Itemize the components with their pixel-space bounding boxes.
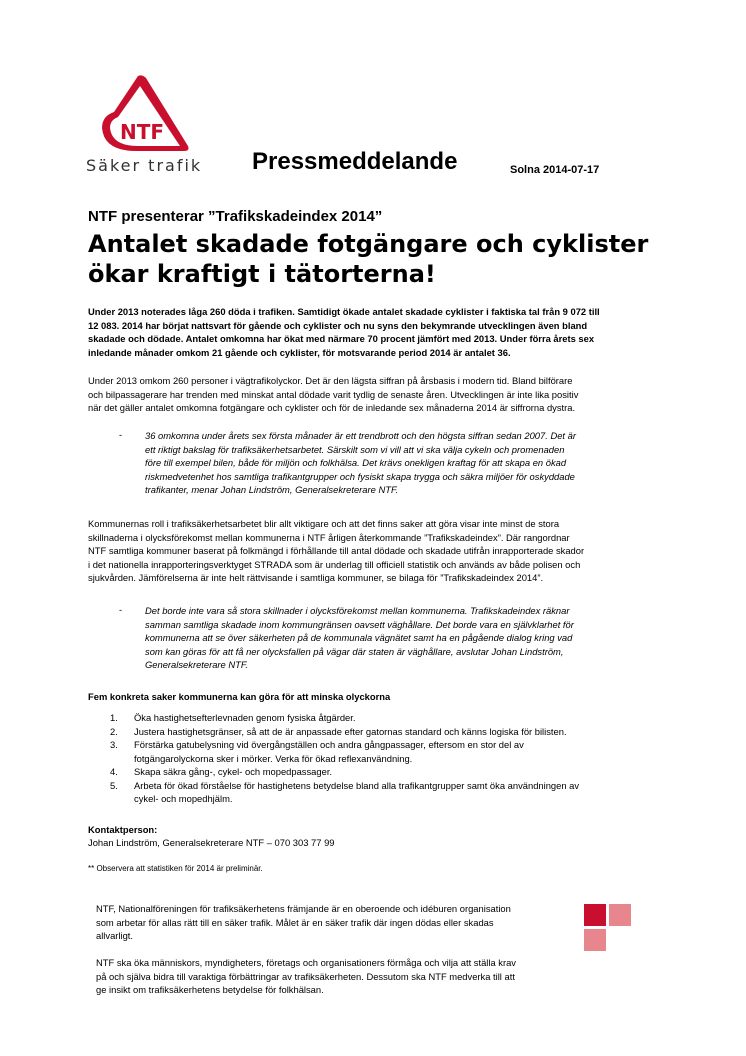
logo-mark: NTF <box>120 120 165 144</box>
text-line: 36 omkomna under årets sex första månader är ett trendbrott och den högsta siffran sedan 2007. Det är <box>145 430 576 441</box>
contact-info: Johan Lindström, Generalsekreterare NTF – 070 303 77 99 <box>88 837 335 848</box>
body-paragraph <box>88 374 644 415</box>
decor-square <box>584 904 606 926</box>
text-line: Under 2013 noterades låga 260 döda i trafiken. Samtidigt ökade antalet skadade cyklister i faktiska tal från 9 072 till <box>88 306 600 317</box>
text-line: ge insikt om trafiksäkerhetens betydelse för folkhälsan. <box>96 984 324 995</box>
text-line: Under 2013 omkom 260 personer i vägtrafikolyckor. Det är den lägsta siffran på årsbasis i modern tid. Bland bilförare <box>88 375 573 386</box>
text-line: Det borde inte vara så stora skillnader i olycksförekomst mellan kommunerna. Trafikskadeindex räknar <box>145 605 570 616</box>
quote-block <box>145 604 645 672</box>
headline-line: Antalet skadade fotgängare och cyklister <box>88 230 649 258</box>
contact-label: Kontaktperson: <box>88 824 158 835</box>
list-item <box>110 765 650 779</box>
list-item <box>110 738 650 765</box>
ntf-logo <box>84 72 204 182</box>
list-number: 1. <box>110 712 118 723</box>
list-item <box>110 779 650 806</box>
list-number: 2. <box>110 725 118 737</box>
text-line: fotgängarolyckorna sker i mörker. Verka för ökad reflexanvändning. <box>134 752 413 764</box>
kicker: NTF presenterar ”Trafikskadeindex 2014” <box>88 208 383 225</box>
text-line: skadade och dödade. Antalet omkomna har ökat med närmare 70 procent jämfört med 2013. Under förra årets sex <box>88 333 595 344</box>
text-line: trafikanter, menar Johan Lindström, Generalsekreterare NTF. <box>145 484 399 495</box>
text-line: Kommunernas roll i trafiksäkerhetsarbetet blir allt viktigare och att det finns saker att göra visar inte minst de stora <box>88 518 560 529</box>
decor-square <box>584 929 606 951</box>
text-line: 12 083. 2014 har börjat nattsvart för gående och cyklister och nu syns den bekymrande utvecklingen även bland <box>88 319 588 331</box>
text-line: kommunerna att se över säkerheten på de kommunala vägnätet samt ha en pågående dialog kring vad <box>145 632 573 643</box>
text-line: före till exempel bilen, både för miljön och folkhälsa. Det krävs onekligen kraftag för att skapa en ökad <box>145 457 567 468</box>
text-line: när det gäller antalet omkomna fotgängare och cyklister och för de inledande sex månaderna 2014 är siffrorna dystra. <box>88 402 576 413</box>
text-line: cykel- och mopedhjälm. <box>134 793 233 804</box>
lead-paragraph <box>88 305 644 359</box>
text-line: skillnaderna i olycksförekomst mellan kommunerna i NTF årligen återkommande ”Trafikskadeindex”. Där rangordnar <box>88 531 570 543</box>
quote-dash: - <box>119 604 123 615</box>
quote-block <box>145 429 645 497</box>
text-line: riskmedvetenhet hos samtliga trafikantgrupper och fysiskt skapa trygga och säkra miljöer för oskyddade <box>145 470 575 482</box>
quote-dash: - <box>119 429 123 440</box>
footnote: ** Observera att statistiken för 2014 är preliminär. <box>88 864 263 873</box>
text-line: ett riktigt bakslag för trafiksäkerhetsarbetet. Särskilt som vi vill att vi ska välja cykeln och promenaden <box>145 443 565 455</box>
list-number: 4. <box>110 766 118 777</box>
numbered-list <box>110 711 650 806</box>
list-number: 3. <box>110 739 118 750</box>
text-line: Arbeta för ökad förståelse för hastighetens betydelse bland alla trafikantgrupper samt öka användningen av <box>134 779 580 791</box>
headline <box>88 229 668 289</box>
text-line: Generalsekreterare NTF. <box>145 659 248 670</box>
text-line: på och själva bidra till varaktiga förbättringar av trafiksäkerheten. Dessutom ska NTF medverka till att <box>96 970 515 982</box>
text-line: NTF ska öka människors, myndigheters, företags och organisationers förmåga och vilja att ställa krav <box>96 957 516 968</box>
about-paragraph <box>96 956 566 997</box>
text-line: NTF samtliga kommuner baserat på folkmängd i förhållande till antal dödade och skadade utifrån inrapporterade skador <box>88 545 585 556</box>
press-date: Solna 2014-07-17 <box>510 164 600 176</box>
decor-square <box>609 904 631 926</box>
about-paragraph <box>96 902 566 943</box>
text-line: Skapa säkra gång-, cykel- och mopedpassager. <box>134 766 333 777</box>
text-line: som arbetar för allas rätt till en säker trafik. Målet är en säker trafik där ingen dödas eller skadas <box>96 916 494 928</box>
text-line: allvarligt. <box>96 930 133 941</box>
ntf-triangle-icon <box>84 72 194 154</box>
body-paragraph <box>88 517 644 585</box>
text-line: som kan göras för att få ner olycksfallen på vägar där staten är väghållare, avslutar Johan Lindström, <box>145 645 564 657</box>
list-heading: Fem konkreta saker kommunerna kan göra för att minska olyckorna <box>88 691 391 702</box>
text-line: inledande månader omkom 21 gående och cyklister, för motsvarande period 2014 är antalet 36. <box>88 346 511 358</box>
text-line: i det nationella inrapporteringsverktyget STRADA som är underlag till officiell statistik och används av både polisen och <box>88 558 581 570</box>
text-line: samman samtliga skadade inom kommungränsen oavsett väghållare. Det borde vara en självklarhet för <box>145 618 574 630</box>
list-item <box>110 725 650 739</box>
text-line: och bilpassagerare har trenden med minskat antal dödade varit tydlig de senaste åren. Utvecklingen är inte lika positiv <box>88 388 579 400</box>
headline-line: ökar kraftigt i tätorterna! <box>88 260 436 288</box>
logo-tagline: Säker trafik <box>86 156 203 175</box>
list-item <box>110 711 650 725</box>
text-line: sjukvården. Jämförelserna är inte helt rättvisande i samtliga kommuner, se bilaga för ”Trafikskadeindex 2014”. <box>88 572 544 583</box>
text-line: Öka hastighetsefterlevnaden genom fysiska åtgärder. <box>134 712 356 723</box>
list-number: 5. <box>110 779 118 791</box>
page-title: Pressmeddelande <box>252 148 458 175</box>
text-line: Förstärka gatubelysning vid övergångställen och andra gångpassager, eftersom en stor del av <box>134 739 524 750</box>
text-line: Justera hastighetsgränser, så att de är anpassade efter gatornas standard och känns logiska för bilisten. <box>134 725 567 737</box>
text-line: NTF, Nationalföreningen för trafiksäkerhetens främjande är en oberoende och idéburen organisation <box>96 903 511 914</box>
